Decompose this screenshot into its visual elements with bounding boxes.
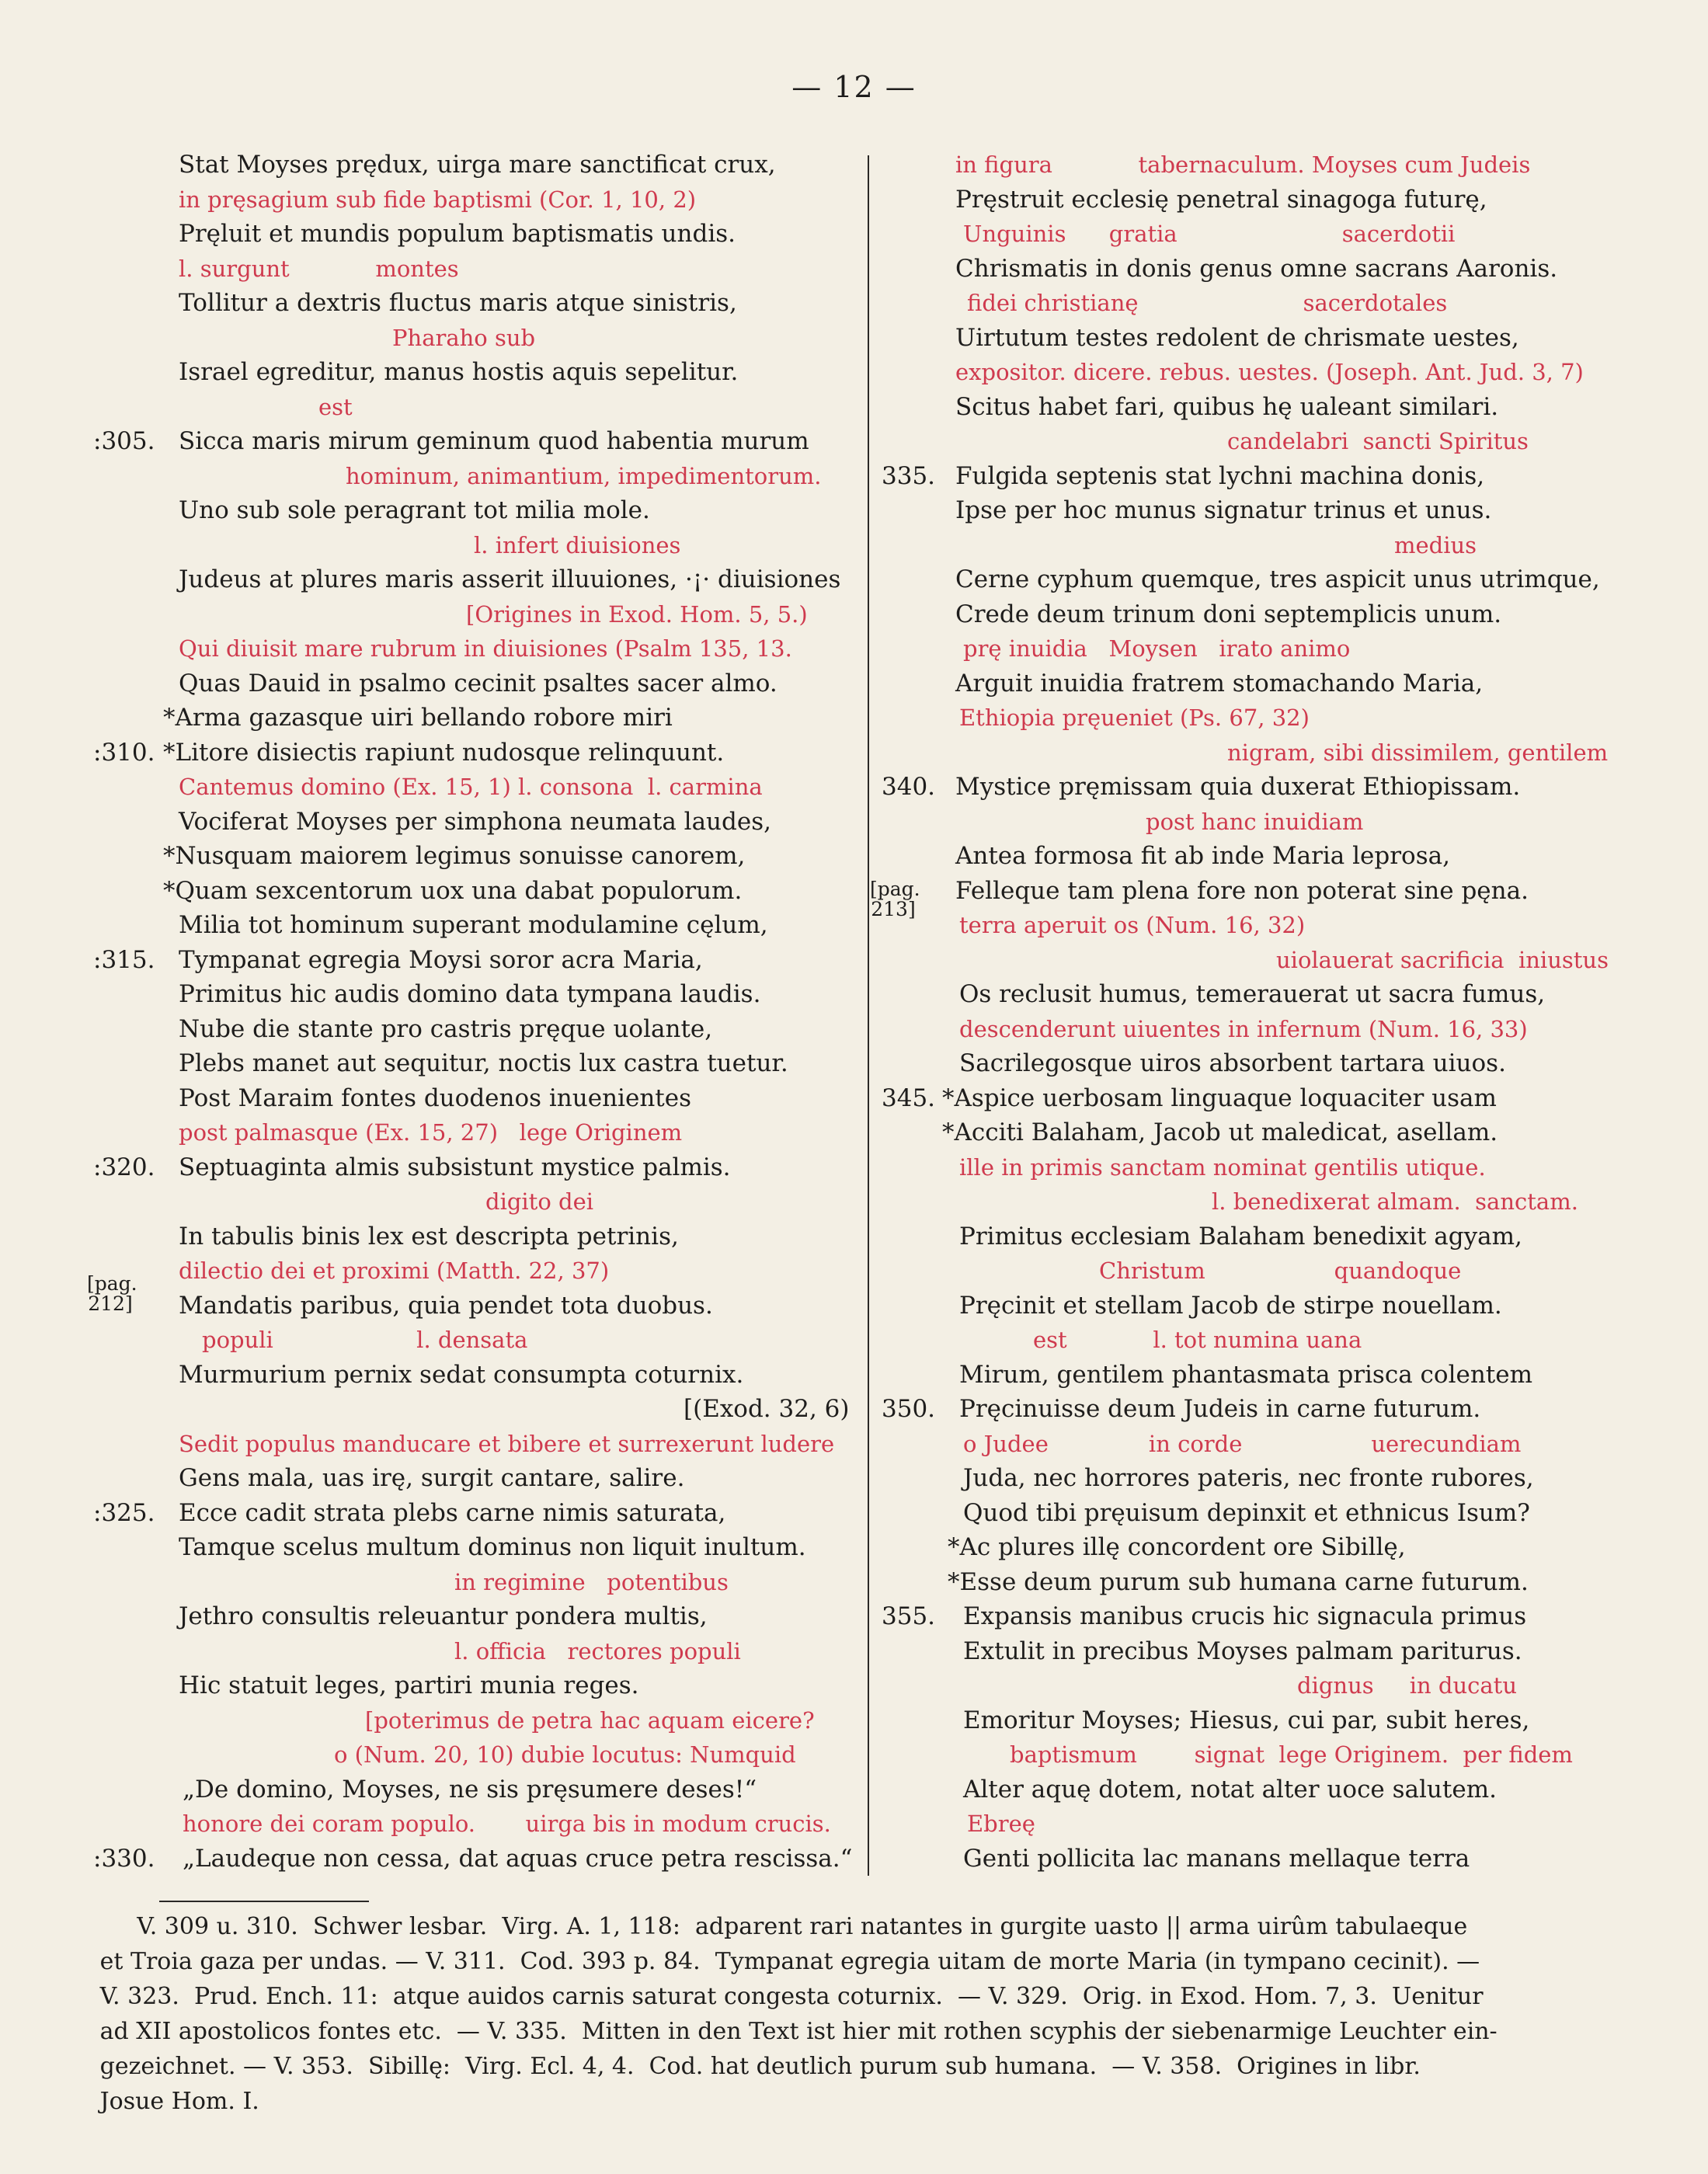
verse-line xyxy=(882,1772,1643,1807)
gloss-line xyxy=(93,183,862,217)
verse-text: Ipse per hoc munus signatur trinus et unus. xyxy=(955,496,1492,524)
verse-text: *Arma gazasque uiri bellando robore miri xyxy=(163,704,673,732)
verse-line xyxy=(93,1289,862,1324)
gloss-line xyxy=(93,1565,862,1600)
verse-number: :320. xyxy=(93,1153,155,1181)
verse-text: *Acciti Balaham, Jacob ut maledicat, asellam. xyxy=(942,1118,1498,1146)
column-divider xyxy=(868,155,869,1876)
gloss-line xyxy=(882,908,1643,943)
verse-line xyxy=(93,1772,862,1807)
verse-text: *Ac plures illę concordent ore Sibillę, xyxy=(948,1533,1406,1561)
gloss-line xyxy=(93,321,862,356)
verse-line xyxy=(93,1461,862,1496)
gloss-line xyxy=(882,805,1643,840)
verse-line xyxy=(93,701,862,736)
verse-line xyxy=(882,459,1643,494)
verse-line xyxy=(93,666,862,701)
gloss-line xyxy=(93,252,862,287)
gloss-text: uiolauerat sacrificia iniustus xyxy=(1276,946,1609,973)
verse-line xyxy=(93,1150,862,1185)
gloss-line xyxy=(93,459,862,494)
gloss-text: hominum, animantium, impedimentorum. xyxy=(346,462,822,489)
verse-text: „De domino, Moyses, ne sis pręsumere deses!“ xyxy=(183,1775,757,1804)
footnote-rule xyxy=(159,1901,369,1902)
verse-line xyxy=(93,1392,862,1427)
verse-text: Emoritur Moyses; Hiesus, cui par, subit heres, xyxy=(963,1706,1530,1734)
verse-line xyxy=(93,286,862,321)
verse-text: Pręluit et mundis populum baptismatis undis. xyxy=(179,220,736,248)
gloss-line xyxy=(882,736,1643,770)
gloss-text: l. surgunt montes xyxy=(179,255,459,282)
verse-text: Chrismatis in donis genus omne sacrans Aaronis. xyxy=(955,254,1558,283)
verse-number: :310. xyxy=(93,738,155,767)
verse-line xyxy=(882,183,1643,217)
verse-text: In tabulis binis lex est descripta petrinis, xyxy=(179,1222,679,1250)
verse-text: Ecce cadit strata plebs carne nimis saturata, xyxy=(179,1498,726,1527)
verse-line xyxy=(93,977,862,1012)
verse-text: Primitus hic audis domino data tympana laudis. xyxy=(179,980,761,1008)
gloss-line xyxy=(93,528,862,563)
gloss-text: Christum quandoque xyxy=(1099,1257,1462,1284)
verse-line xyxy=(882,1115,1643,1150)
gloss-text: Unguinis gratia sacerdotii xyxy=(963,221,1456,247)
gloss-line xyxy=(882,286,1643,321)
verse-text: Extulit in precibus Moyses palmam pariturus. xyxy=(963,1637,1522,1665)
gloss-text: digito dei xyxy=(485,1188,594,1215)
gloss-text: l. benedixerat almam. sanctam. xyxy=(1212,1188,1578,1215)
verse-number: :305. xyxy=(93,427,155,455)
verse-text: Judeus at plures maris asserit illuuiones, ·¡· diuisiones xyxy=(179,565,841,593)
verse-line xyxy=(882,321,1643,356)
verse-text: Septuaginta almis subsistunt mystice palmis. xyxy=(179,1153,731,1181)
verse-number: 335. xyxy=(882,461,936,490)
verse-text: Plebs manet aut sequitur, noctis lux castra tuetur. xyxy=(179,1049,788,1077)
gloss-text: populi l. densata xyxy=(202,1327,528,1353)
gloss-text: [Origines in Exod. Hom. 5, 5.) xyxy=(466,600,808,628)
footnote-line: Josue Hom. I. xyxy=(78,2088,259,2115)
verse-line xyxy=(882,666,1643,701)
verse-line xyxy=(882,1599,1643,1634)
verse-text: Alter aquę dotem, notat alter uoce salutem. xyxy=(963,1775,1497,1804)
verse-line xyxy=(882,562,1643,597)
verse-text: Israel egreditur, manus hostis aquis sepelitur. xyxy=(179,358,739,386)
verse-text: Quas Dauid in psalmo cecinit psaltes sacer almo. xyxy=(179,669,777,697)
gloss-line xyxy=(882,1427,1643,1462)
verse-line xyxy=(93,943,862,978)
gloss-line xyxy=(882,217,1643,252)
gloss-line xyxy=(93,1427,862,1462)
verse-number: :315. xyxy=(93,945,155,974)
footnote-line: et Troia gaza per undas. — V. 311. Cod. 393 p. 84. Tympanat egregia uitam de morte Maria (in tympano cecinit). — xyxy=(78,1948,1480,1975)
gloss-text: l. officia rectores populi xyxy=(454,1637,741,1664)
verse-line xyxy=(93,908,862,943)
verse-text: Uirtutum testes redolent de chrismate uestes, xyxy=(955,323,1519,352)
verse-text: Expansis manibus crucis hic signacula primus xyxy=(963,1602,1527,1630)
verse-text: Sacrilegosque uiros absorbent tartara uiuos. xyxy=(959,1049,1506,1077)
verse-text: Stat Moyses prędux, uirga mare sanctificat crux, xyxy=(179,151,776,179)
footnotes xyxy=(78,1909,1631,2119)
verse-text: Murmurium pernix sedat consumpta coturnix. xyxy=(179,1360,744,1389)
verse-line xyxy=(882,770,1643,805)
footnote-line: V. 323. Prud. Ench. 11: atque auidos carnis saturat congesta coturnix. — V. 329. Orig. in Exod. Hom. 7, 3. Uenitur xyxy=(78,1983,1484,2010)
verse-text: *Quam sexcentorum uox una dabat populorum. xyxy=(163,876,743,905)
verse-line xyxy=(882,1530,1643,1565)
verse-line xyxy=(93,424,862,459)
gloss-text: Qui diuisit mare rubrum in diuisiones (Psalm 135, 13. xyxy=(179,635,792,662)
gloss-line xyxy=(882,1184,1643,1219)
gloss-text: Ethiopia pręueniet (Ps. 67, 32) xyxy=(959,704,1310,731)
verse-line xyxy=(93,1842,862,1877)
verse-text: *Nusquam maiorem legimus sonuisse canorem, xyxy=(163,842,746,870)
gloss-line xyxy=(93,1254,862,1289)
verse-line xyxy=(882,1565,1643,1600)
verse-text: Scitus habet fari, quibus hę ualeant similari. xyxy=(955,392,1499,421)
verse-text: Quod tibi pręuisum depinxit et ethnicus Isum? xyxy=(963,1498,1530,1527)
verse-line xyxy=(882,1842,1643,1877)
gloss-text: dilectio dei et proximi (Matth. 22, 37) xyxy=(179,1257,610,1284)
verse-text: Genti pollicita lac manans mellaque terra xyxy=(963,1844,1470,1873)
verse-number: 350. xyxy=(882,1395,936,1423)
gloss-line xyxy=(882,701,1643,736)
page-number: — 12 — xyxy=(791,70,917,104)
verse-line xyxy=(93,1012,862,1047)
gloss-line xyxy=(882,1668,1643,1703)
verse-text: Tympanat egregia Moysi soror acra Maria, xyxy=(179,945,703,974)
verse-line xyxy=(93,736,862,770)
gloss-line xyxy=(882,148,1643,183)
verse-number: 340. xyxy=(882,773,936,801)
gloss-line xyxy=(882,631,1643,666)
gloss-line xyxy=(882,528,1643,563)
verse-text: Nube die stante pro castris pręque uolante, xyxy=(179,1014,713,1043)
gloss-line xyxy=(882,1807,1643,1842)
verse-text: Arguit inuidia fratrem stomachando Maria, xyxy=(955,669,1484,697)
verse-text: *Aspice uerbosam linguaque loquaciter usam xyxy=(942,1084,1497,1112)
verse-line xyxy=(882,252,1643,287)
gloss-line xyxy=(882,1254,1643,1289)
verse-line xyxy=(93,1358,862,1393)
verse-line xyxy=(882,1219,1643,1254)
verse-line xyxy=(93,1530,862,1565)
verse-text: Sicca maris mirum geminum quod habentia murum xyxy=(179,427,809,455)
gloss-text: ille in primis sanctam nominat gentilis utique. xyxy=(959,1153,1486,1181)
verse-line xyxy=(882,977,1643,1012)
verse-line xyxy=(93,355,862,390)
verse-line xyxy=(882,1392,1643,1427)
verse-line xyxy=(93,1599,862,1634)
verse-text: Vociferat Moyses per simphona neumata laudes, xyxy=(179,807,771,836)
verse-text: [(Exod. 32, 6) xyxy=(684,1395,850,1423)
verse-text: Os reclusit humus, temerauerat ut sacra fumus, xyxy=(959,980,1546,1008)
gloss-text: est xyxy=(318,393,353,420)
verse-text: Tollitur a dextris fluctus maris atque sinistris, xyxy=(179,289,737,317)
verse-line xyxy=(882,1358,1643,1393)
gloss-line xyxy=(93,1737,862,1772)
verse-line xyxy=(882,1461,1643,1496)
margin-note-pag-212: [pag. 212] xyxy=(87,1272,137,1315)
gloss-text: in pręsagium sub fide baptismi (Cor. 1, 10, 2) xyxy=(179,186,697,213)
gloss-line xyxy=(93,1115,862,1150)
verse-line xyxy=(882,839,1643,874)
verse-line xyxy=(93,1046,862,1081)
verse-line xyxy=(93,1081,862,1116)
verse-line xyxy=(882,874,1643,909)
gloss-text: dignus in ducatu xyxy=(1297,1672,1518,1699)
verse-number: 345. xyxy=(882,1084,936,1112)
verse-line xyxy=(93,805,862,840)
verse-text: Pręcinit et stellam Jacob de stirpe nouellam. xyxy=(959,1291,1502,1320)
verse-text: Crede deum trinum doni septemplicis unum. xyxy=(955,600,1502,628)
gloss-line xyxy=(882,424,1643,459)
verse-text: Antea formosa fit ab inde Maria leprosa, xyxy=(955,842,1450,870)
gloss-text: candelabri sancti Spiritus xyxy=(1227,428,1529,454)
verse-number: :325. xyxy=(93,1498,155,1527)
verse-line xyxy=(882,1289,1643,1324)
verse-number: 355. xyxy=(882,1602,936,1630)
gloss-line xyxy=(93,1184,862,1219)
gloss-text: nigram, sibi dissimilem, gentilem xyxy=(1227,739,1609,766)
gloss-line xyxy=(93,770,862,805)
verse-line xyxy=(93,874,862,909)
verse-line xyxy=(93,562,862,597)
verse-line xyxy=(93,1668,862,1703)
gloss-text: descenderunt uiuentes in infernum (Num. 16, 33) xyxy=(959,1015,1528,1042)
gloss-text: honore dei coram populo. uirga bis in modum crucis. xyxy=(183,1811,831,1837)
verse-line xyxy=(882,1496,1643,1531)
verse-line xyxy=(882,1634,1643,1669)
verse-line xyxy=(93,148,862,183)
gloss-text: o Judee in corde uerecundiam xyxy=(963,1430,1522,1457)
gloss-text: baptismum signat lege Originem. per fidem xyxy=(1010,1741,1573,1768)
footnote-line: gezeichnet. — V. 353. Sibillę: Virg. Ecl. 4, 4. Cod. hat deutlich purum sub humana. — V. 358. Origines in libr. xyxy=(78,2053,1421,2080)
verse-text: Felleque tam plena fore non poterat sine pęna. xyxy=(955,876,1529,905)
gloss-line xyxy=(882,1150,1643,1185)
gloss-text: est l. tot numina uana xyxy=(1033,1327,1362,1353)
gloss-text: Ebreę xyxy=(967,1811,1035,1837)
gloss-line xyxy=(93,1323,862,1358)
gloss-text: in regimine potentibus xyxy=(454,1568,729,1595)
verse-line xyxy=(882,597,1643,632)
gloss-text: Sedit populus manducare et bibere et surrexerunt ludere xyxy=(179,1430,835,1457)
footnote-line: ad XII apostolicos fontes etc. — V. 335. Mitten in den Text ist hier mit rothen scyphis der siebenarmige Leuchter ein- xyxy=(78,2018,1498,2045)
verse-text: Cerne cyphum quemque, tres aspicit unus utrimque, xyxy=(955,565,1600,593)
gloss-text: in figura tabernaculum. Moyses cum Judeis xyxy=(955,151,1531,178)
gloss-line xyxy=(93,597,862,632)
footnote-line: V. 309 u. 310. Schwer lesbar. Virg. A. 1, 118: adparent rari natantes in gurgite uasto || arma uirûm tabulaeque xyxy=(78,1913,1468,1940)
verse-number: :330. xyxy=(93,1844,155,1873)
verse-line xyxy=(882,390,1643,425)
gloss-line xyxy=(882,1737,1643,1772)
verse-text: Uno sub sole peragrant tot milia mole. xyxy=(179,496,650,524)
right-column xyxy=(882,148,1643,1876)
verse-text: Hic statuit leges, partiri munia reges. xyxy=(179,1671,639,1699)
verse-text: Post Maraim fontes duodenos inuenientes xyxy=(179,1084,691,1112)
gloss-text: Pharaho sub xyxy=(392,324,536,351)
verse-text: Milia tot hominum superant modulamine cęlum, xyxy=(179,911,768,939)
verse-text: Pręcinuisse deum Judeis in carne futurum. xyxy=(959,1395,1481,1423)
left-column xyxy=(93,148,862,1876)
gloss-text: l. infert diuisiones xyxy=(474,531,681,558)
verse-text: Mystice pręmissam quia duxerat Ethiopissam. xyxy=(955,773,1521,801)
gloss-text: Cantemus domino (Ex. 15, 1) l. consona l. carmina xyxy=(179,774,763,800)
gloss-text: expositor. dicere. rebus. uestes. (Joseph. Ant. Jud. 3, 7) xyxy=(955,359,1584,385)
gloss-line xyxy=(882,1012,1643,1047)
verse-line xyxy=(882,1703,1643,1738)
gloss-text: medius xyxy=(1394,531,1477,558)
verse-text: *Esse deum purum sub humana carne futurum. xyxy=(948,1567,1529,1596)
verse-text: Gens mala, uas irę, surgit cantare, salire. xyxy=(179,1464,685,1492)
verse-text: *Litore disiectis rapiunt nudosque relinquunt. xyxy=(163,738,725,767)
verse-text: Jethro consultis releuantur pondera multis, xyxy=(179,1602,708,1630)
verse-text: „Laudeque non cessa, dat aquas cruce petra rescissa.“ xyxy=(183,1844,853,1873)
gloss-line xyxy=(93,1634,862,1669)
gloss-line xyxy=(93,1703,862,1738)
verse-text: Primitus ecclesiam Balaham benedixit agyam, xyxy=(959,1222,1522,1250)
verse-text: Tamque scelus multum dominus non liquit inultum. xyxy=(179,1533,806,1561)
verse-line xyxy=(882,493,1643,528)
verse-line xyxy=(882,1046,1643,1081)
gloss-text: o (Num. 20, 10) dubie locutus: Numquid xyxy=(334,1741,796,1768)
verse-line xyxy=(93,493,862,528)
verse-line xyxy=(882,1081,1643,1116)
verse-text: Mandatis paribus, quia pendet tota duobus. xyxy=(179,1291,713,1320)
gloss-text: post palmasque (Ex. 15, 27) lege Originem xyxy=(179,1119,683,1146)
gloss-line xyxy=(93,631,862,666)
verse-line xyxy=(93,839,862,874)
verse-line xyxy=(93,1496,862,1531)
verse-text: Juda, nec horrores pateris, nec fronte rubores, xyxy=(963,1464,1534,1492)
verse-text: Fulgida septenis stat lychni machina donis, xyxy=(955,461,1485,490)
gloss-line xyxy=(93,1807,862,1842)
gloss-text: prę inuidia Moysen irato animo xyxy=(963,635,1351,662)
verse-text: Mirum, gentilem phantasmata prisca colentem xyxy=(959,1360,1532,1389)
gloss-line xyxy=(882,1323,1643,1358)
gloss-text: post hanc inuidiam xyxy=(1146,808,1364,835)
gloss-line xyxy=(93,390,862,425)
gloss-line xyxy=(882,943,1643,978)
verse-text: Pręstruit ecclesię penetral sinagoga futurę, xyxy=(955,185,1487,214)
gloss-text: [poterimus de petra hac aquam eicere? xyxy=(365,1706,815,1734)
gloss-text: fidei christianę sacerdotales xyxy=(967,290,1448,316)
gloss-text: terra aperuit os (Num. 16, 32) xyxy=(959,912,1306,938)
verse-line xyxy=(93,217,862,252)
verse-line xyxy=(93,1219,862,1254)
gloss-line xyxy=(882,355,1643,390)
margin-note-pag-213: [pag. 213] xyxy=(870,878,920,920)
